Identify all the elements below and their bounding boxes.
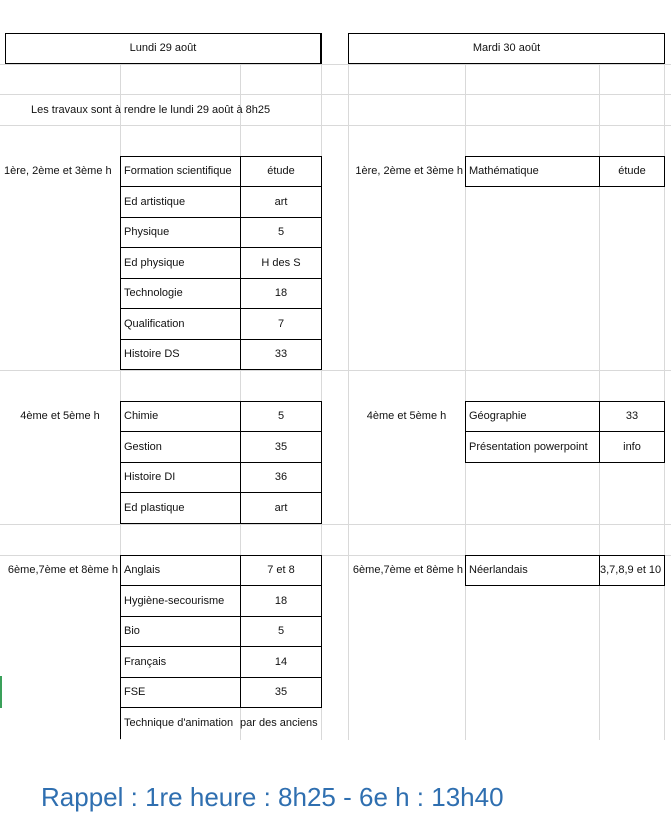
room-cell: art xyxy=(240,186,322,218)
room-cell: étude xyxy=(240,156,322,187)
day2-group1-label: 1ère, 2ème et 3ème h xyxy=(355,165,463,177)
room-cell: 35 xyxy=(240,677,322,708)
room-cell: par des anciens xyxy=(240,716,318,729)
table-row: Physique xyxy=(120,217,241,248)
room-cell: 3,7,8,9 et 10 xyxy=(599,555,665,586)
table-row: Qualification xyxy=(120,308,241,340)
table-row: Bio xyxy=(120,616,241,647)
room-cell: art xyxy=(240,492,322,524)
room-cell: 5 xyxy=(240,616,322,647)
day2-header: Mardi 30 août xyxy=(348,33,665,64)
room-cell: info xyxy=(599,431,665,463)
selection-edge xyxy=(0,676,2,708)
room-cell: 18 xyxy=(240,585,322,617)
day1-group3-label: 6ème,7ème et 8ème h xyxy=(7,564,118,576)
table-row: Gestion xyxy=(120,431,241,463)
room-cell: 5 xyxy=(240,217,322,248)
table-row: Chimie xyxy=(120,401,241,432)
table-row: Ed plastique xyxy=(120,492,241,524)
table-row: Histoire DI xyxy=(120,462,241,493)
table-row: Ed physique xyxy=(120,247,241,279)
day1-group1-label: 1ère, 2ème et 3ème h xyxy=(4,165,112,177)
room-cell: 14 xyxy=(240,646,322,678)
table-row: Géographie xyxy=(465,401,600,432)
room-cell: H des S xyxy=(240,247,322,279)
table-row: Technologie xyxy=(120,278,241,309)
table-row: Histoire DS xyxy=(120,339,241,370)
room-cell: 5 xyxy=(240,401,322,432)
table-row: Mathématique xyxy=(465,156,600,187)
table-row: FSE xyxy=(120,677,241,708)
table-row: Formation scientifique xyxy=(120,156,241,187)
room-cell: 7 et 8 xyxy=(240,555,322,586)
table-row: Présentation powerpoint xyxy=(465,431,600,463)
table-row: Technique d'animation xyxy=(120,707,241,739)
table-row: Anglais xyxy=(120,555,241,586)
day2-group3-label: 6ème,7ème et 8ème h xyxy=(352,564,463,576)
room-cell: 33 xyxy=(240,339,322,370)
room-cell: étude xyxy=(599,156,665,187)
room-cell: 18 xyxy=(240,278,322,309)
room-cell: 35 xyxy=(240,431,322,463)
table-row: Français xyxy=(120,646,241,678)
room-cell: 7 xyxy=(240,308,322,340)
table-row: Ed artistique xyxy=(120,186,241,218)
day2-group2-label: 4ème et 5ème h xyxy=(366,410,447,422)
table-row: Hygiène-secourisme xyxy=(120,585,241,617)
reminder-text: Rappel : 1re heure : 8h25 - 6e h : 13h40 xyxy=(41,782,504,812)
submission-notice: Les travaux sont à rendre le lundi 29 août à 8h25 xyxy=(31,103,271,116)
day1-group2-label: 4ème et 5ème h xyxy=(20,410,100,422)
day1-header: Lundi 29 août xyxy=(5,33,322,64)
room-cell: 36 xyxy=(240,462,322,493)
room-cell: 33 xyxy=(599,401,665,432)
table-row: Néerlandais xyxy=(465,555,600,586)
